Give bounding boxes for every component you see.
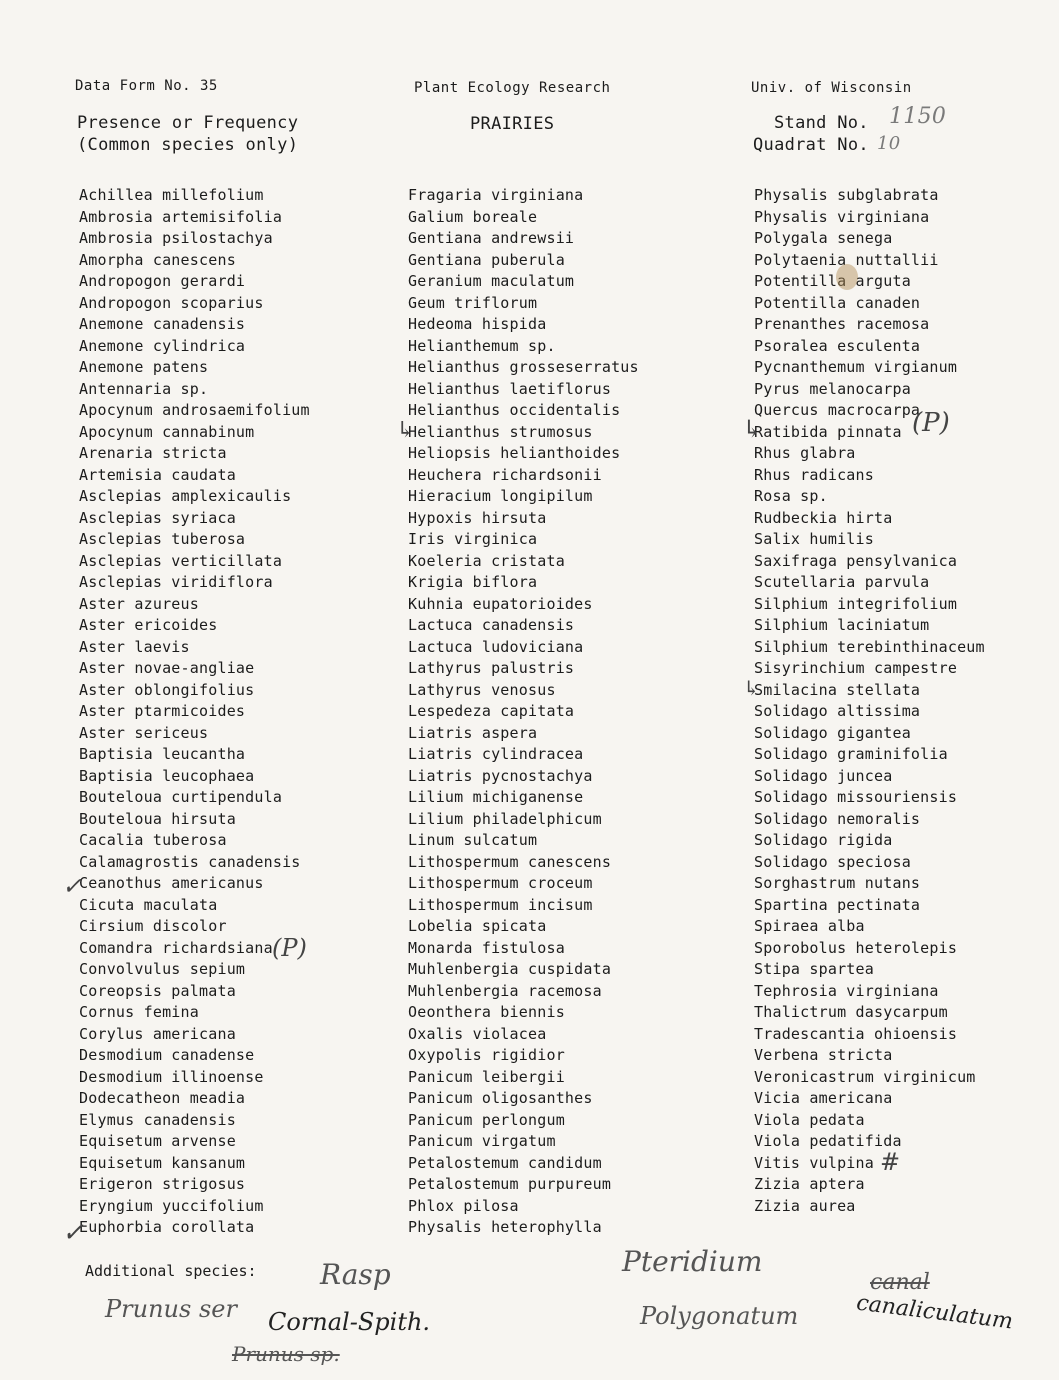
check-mark-ceanothus: ✓ (62, 872, 83, 900)
species-item: Bouteloua hirsuta (79, 809, 236, 828)
species-item: Solidago missouriensis (754, 788, 958, 806)
species-item: Liatris pycnostachya (408, 766, 593, 785)
species-column-3 (754, 185, 985, 1217)
species-item: Helianthus occidentalis (408, 401, 621, 419)
species-item: Lathyrus venosus (408, 680, 556, 699)
species-item: Salix humilis (754, 530, 874, 548)
handwritten-canal-crossed: canal (870, 1270, 930, 1295)
species-item: Dodecatheon meadia (79, 1089, 246, 1107)
species-item: Eryngium yuccifolium (79, 1196, 264, 1215)
species-item: Anemone patens (79, 358, 209, 376)
check-mark-euphorbia: ✓ (62, 1218, 84, 1248)
species-item: Aster ericoides (79, 616, 218, 634)
species-item: Panicum leibergii (408, 1067, 565, 1086)
species-item: Aster sericeus (79, 723, 209, 742)
species-item: Rosa sp. (754, 487, 828, 505)
species-item: Cornus femina (79, 1003, 199, 1021)
species-item: Potentilla arguta (754, 272, 911, 290)
species-item: Asclepias syriaca (79, 508, 236, 527)
species-item: Ambrosia psilostachya (79, 229, 273, 247)
species-item: Panicum oligosanthes (408, 1089, 593, 1107)
species-item: Physalis heterophylla (408, 1218, 602, 1236)
species-item: Euphorbia corollata (79, 1218, 255, 1236)
species-item: Hypoxis hirsuta (408, 508, 547, 527)
species-item: Lithospermum croceum (408, 874, 593, 892)
species-item: Oxalis violacea (408, 1024, 547, 1043)
species-item: Anemone cylindrica (79, 336, 246, 355)
species-item: Apocynum cannabinum (79, 422, 255, 441)
species-item: Cicuta maculata (79, 895, 218, 914)
species-item: Panicum virgatum (408, 1132, 556, 1150)
quadrat-label: Quadrat No. (753, 135, 869, 155)
check-mark-smilacina: ↳ (743, 676, 760, 700)
species-item: Solidago gigantea (754, 723, 911, 742)
species-item: Veronicastrum virginicum (754, 1067, 976, 1086)
species-item: Ceanothus americanus (79, 874, 264, 892)
species-item: Arenaria stricta (79, 444, 227, 462)
species-item: Fragaria virginiana (408, 186, 584, 204)
species-item: Hedeoma hispida (408, 315, 547, 333)
stain (836, 264, 858, 290)
species-item: Monarda fistulosa (408, 938, 565, 957)
species-item: Solidago graminifolia (754, 745, 948, 763)
handwritten-pteridium: Pteridium (622, 1245, 763, 1278)
species-item: Sisyrinchium campestre (754, 659, 958, 677)
species-item: Liatris cylindracea (408, 745, 584, 763)
species-item: Kuhnia eupatorioides (408, 594, 593, 613)
species-item: Sorghastrum nutans (754, 874, 921, 892)
species-item: Stipa spartea (754, 960, 874, 978)
p-mark-comandra: (P) (272, 934, 307, 962)
species-item: Andropogon gerardi (79, 272, 246, 290)
presence-line-2: (Common species only) (77, 135, 299, 155)
species-item: Solidago rigida (754, 831, 893, 849)
species-item: Iris virginica (408, 530, 538, 548)
species-item: Geum triflorum (408, 293, 538, 312)
species-item: Achillea millefolium (79, 186, 264, 204)
handwritten-cornal: Cornal-Spith. (268, 1308, 431, 1336)
species-item: Potentilla canaden (754, 293, 921, 312)
species-item: Aster azureus (79, 594, 199, 613)
species-item: Zizia aurea (754, 1196, 856, 1215)
species-item: Polytaenia nuttallii (754, 250, 939, 269)
species-item: Scutellaria parvula (754, 573, 930, 591)
species-item: Quercus macrocarpa (754, 401, 921, 419)
species-item: Cacalia tuberosa (79, 831, 227, 849)
species-item: Viola pedatifida (754, 1132, 902, 1150)
hash-mark-vitis: # (880, 1148, 901, 1176)
organization: Plant Ecology Research (414, 80, 611, 96)
stand-row (774, 104, 947, 134)
species-item: Tephrosia virginiana (754, 981, 939, 1000)
species-item: Liatris aspera (408, 723, 538, 742)
species-item: Rudbeckia hirta (754, 508, 893, 527)
species-column-2 (408, 185, 639, 1239)
species-item: Artemisia caudata (79, 465, 236, 484)
species-item: Gentiana puberula (408, 250, 565, 269)
species-item: Verbena stricta (754, 1046, 893, 1064)
species-item: Asclepias verticillata (79, 551, 283, 570)
species-item: Spiraea alba (754, 917, 865, 935)
species-item: Smilacina stellata (754, 680, 921, 699)
handwritten-prunus: Prunus ser (105, 1295, 237, 1323)
species-item: Helianthus grosseserratus (408, 358, 639, 376)
species-item: Silphium laciniatum (754, 616, 930, 634)
species-item: Coreopsis palmata (79, 981, 236, 1000)
stand-label: Stand No. (774, 113, 869, 133)
species-item: Calamagrostis canadensis (79, 852, 301, 871)
species-item: Hieracium longipilum (408, 487, 593, 505)
species-item: Muhlenbergia cuspidata (408, 960, 612, 978)
species-item: Geranium maculatum (408, 272, 575, 290)
species-item: Solidago speciosa (754, 852, 911, 871)
species-item: Amorpha canescens (79, 250, 236, 269)
species-item: Muhlenbergia racemosa (408, 981, 602, 1000)
species-item: Apocynum androsaemifolium (79, 401, 310, 419)
species-item: Lathyrus palustris (408, 659, 575, 677)
species-item: Vitis vulpina (754, 1153, 874, 1172)
species-item: Zizia aptera (754, 1175, 865, 1193)
species-item: Elymus canadensis (79, 1110, 236, 1129)
species-item: Koeleria cristata (408, 551, 565, 570)
species-column-1 (79, 185, 310, 1239)
species-item: Rhus glabra (754, 444, 856, 462)
species-item: Lithospermum incisum (408, 895, 593, 914)
species-item: Anemone canadensis (79, 315, 246, 333)
species-item: Silphium terebinthinaceum (754, 637, 985, 656)
species-item: Helianthus strumosus (408, 422, 593, 441)
species-item: Rhus radicans (754, 465, 874, 484)
species-item: Lilium michiganense (408, 788, 584, 806)
species-item: Equisetum arvense (79, 1132, 236, 1150)
species-item: Baptisia leucophaea (79, 766, 255, 785)
species-item: Viola pedata (754, 1110, 865, 1129)
species-item: Silphium integrifolium (754, 594, 958, 613)
species-item: Panicum perlongum (408, 1110, 565, 1129)
form-number: Data Form No. 35 (75, 78, 218, 94)
species-item: Corylus americana (79, 1024, 236, 1043)
species-item: Tradescantia ohioensis (754, 1024, 958, 1043)
species-item: Andropogon scoparius (79, 293, 264, 312)
page-title: PRAIRIES (470, 114, 555, 134)
species-item: Physalis virginiana (754, 207, 930, 226)
species-item: Oxypolis rigidior (408, 1046, 565, 1064)
species-item: Saxifraga pensylvanica (754, 551, 958, 570)
species-item: Prenanthes racemosa (754, 315, 930, 333)
handwritten-crossed-out: Prunus sp. (232, 1342, 340, 1366)
species-item: Asclepias viridiflora (79, 573, 273, 591)
species-item: Lithospermum canescens (408, 852, 612, 871)
species-item: Cirsium discolor (79, 917, 227, 935)
species-item: Oeonthera biennis (408, 1003, 565, 1021)
university: Univ. of Wisconsin (751, 80, 912, 96)
p-mark-ratibida: (P) (912, 408, 950, 438)
presence-label (77, 112, 298, 156)
species-item: Aster oblongifolius (79, 680, 255, 699)
species-item: Desmodium canadense (79, 1046, 255, 1064)
species-item: Asclepias amplexicaulis (79, 487, 292, 505)
species-item: Petalostemum candidum (408, 1153, 602, 1172)
quadrat-row (753, 133, 901, 156)
species-item: Gentiana andrewsii (408, 229, 575, 247)
species-item: Desmodium illinoense (79, 1067, 264, 1086)
species-item: Solidago altissima (754, 702, 921, 720)
species-item: Aster laevis (79, 637, 190, 656)
species-item: Thalictrum dasycarpum (754, 1003, 948, 1021)
species-item: Solidago juncea (754, 766, 893, 785)
handwritten-polygonatum: Polygonatum (640, 1302, 799, 1330)
species-item: Polygala senega (754, 229, 893, 247)
species-item: Physalis subglabrata (754, 186, 939, 204)
species-item: Heliopsis helianthoides (408, 444, 621, 462)
species-item: Lactuca canadensis (408, 616, 575, 634)
species-item: Solidago nemoralis (754, 809, 921, 828)
species-item: Aster ptarmicoides (79, 702, 246, 720)
species-item: Aster novae-angliae (79, 659, 255, 677)
species-item: Psoralea esculenta (754, 336, 921, 355)
species-item: Krigia biflora (408, 573, 538, 591)
species-item: Helianthus laetiflorus (408, 379, 612, 398)
presence-line-1: Presence or Frequency (77, 113, 299, 133)
species-item: Asclepias tuberosa (79, 530, 246, 548)
species-item: Ambrosia artemisifolia (79, 207, 283, 226)
additional-species-label: Additional species: (85, 1262, 257, 1280)
species-item: Phlox pilosa (408, 1196, 519, 1215)
handwritten-rasp: Rasp (320, 1258, 391, 1291)
check-mark-ratibida: ↳ (742, 415, 763, 443)
stand-value: 1150 (889, 104, 947, 129)
species-item: Petalostemum purpureum (408, 1175, 612, 1193)
species-item: Ratibida pinnata (754, 422, 902, 441)
species-item: Antennaria sp. (79, 379, 209, 398)
species-item: Galium boreale (408, 207, 538, 226)
species-item: Lactuca ludoviciana (408, 637, 584, 656)
species-item: Spartina pectinata (754, 895, 921, 914)
species-item: Pyrus melanocarpa (754, 379, 911, 398)
species-item: Convolvulus sepium (79, 960, 246, 978)
handwritten-canaliculatum: canaliculatum (855, 1290, 1015, 1335)
species-item: Equisetum kansanum (79, 1153, 246, 1172)
species-item: Linum sulcatum (408, 831, 538, 849)
species-item: Sporobolus heterolepis (754, 938, 958, 957)
species-item: Baptisia leucantha (79, 745, 246, 763)
species-item: Comandra richardsiana (79, 938, 273, 957)
species-item: Vicia americana (754, 1089, 893, 1107)
species-item: Erigeron strigosus (79, 1175, 246, 1193)
species-item: Pycnanthemum virgianum (754, 358, 958, 376)
species-item: Helianthemum sp. (408, 336, 556, 355)
species-item: Lilium philadelphicum (408, 809, 602, 828)
species-item: Lobelia spicata (408, 917, 547, 935)
quadrat-value: 10 (877, 133, 901, 154)
species-item: Lespedeza capitata (408, 702, 575, 720)
species-item: Heuchera richardsonii (408, 465, 602, 484)
species-item: Bouteloua curtipendula (79, 788, 283, 806)
check-mark-helianthus: ↳ (396, 418, 415, 443)
